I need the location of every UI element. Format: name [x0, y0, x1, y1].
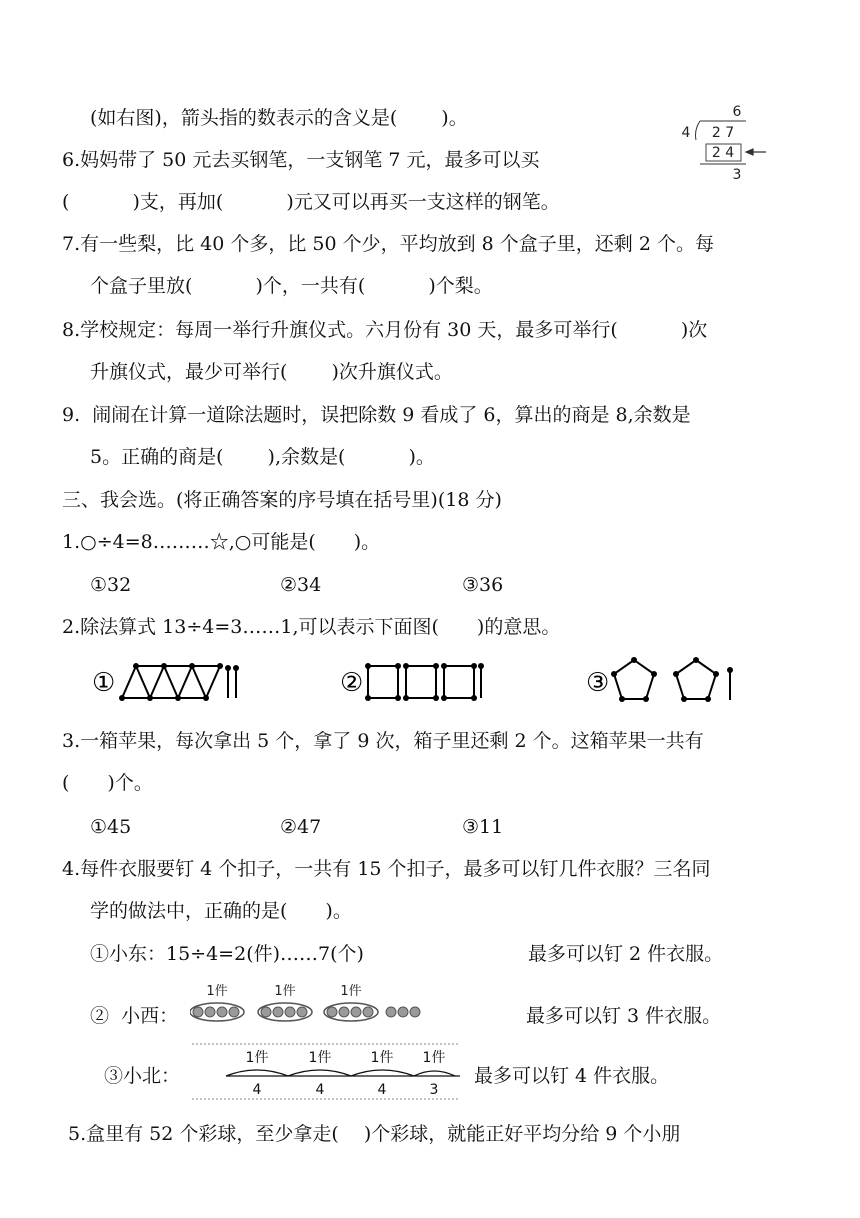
xiaodong-method: ①小东：15÷4=2(件)……7(个)	[90, 943, 364, 965]
option-2-marker: ②	[340, 668, 364, 698]
long-division-figure	[676, 100, 796, 189]
xiaobei-conclusion: 最多可以钉 4 件衣服。	[474, 1065, 670, 1087]
figure-option-2-squares	[340, 656, 490, 709]
choice-q1-option-c: ③36	[462, 574, 504, 596]
xiaoxi-label: ② 小西：	[90, 1005, 179, 1027]
choice-q3-option-a: ①45	[90, 816, 132, 838]
choice-q5-line1: 5.盒里有 52 个彩球，至少拿走( )个彩球，就能正好平均分给 9 个小朋	[68, 1123, 681, 1145]
q6-line1: 6.妈妈带了 50 元去买钢笔，一支钢笔 7 元，最多可以买	[62, 149, 540, 171]
choice-q3-option-b: ②47	[280, 816, 322, 838]
figure-option-1-triangles	[92, 656, 242, 709]
division-quotient: 6	[732, 104, 742, 120]
xiaoxi-button-groups	[190, 982, 435, 1035]
q9-line2: 5。正确的商是( ),余数是( )。	[90, 446, 435, 468]
choice-q3-line2: ( )个。	[62, 772, 153, 794]
q8-line2: 升旗仪式，最少可举行( )次升旗仪式。	[90, 361, 453, 383]
xiaoxi-conclusion: 最多可以钉 3 件衣服。	[526, 1005, 722, 1027]
section-3-heading: 三、我会选。(将正确答案的序号填在括号里)(18 分)	[62, 489, 502, 511]
choice-q2: 2.除法算式 13÷4=3……1,可以表示下面图( )的意思。	[62, 616, 561, 638]
choice-q1-option-a: ①32	[90, 574, 132, 596]
xiaoxi-group-3-label: 1件	[340, 984, 362, 999]
q5-continuation: (如右图)，箭头指的数表示的含义是( )。	[90, 107, 468, 129]
xiaodong-conclusion: 最多可以钉 2 件衣服。	[528, 943, 724, 965]
xiaobei-label: ③小北：	[104, 1065, 181, 1087]
choice-q1: 1.○÷4=8………☆,○可能是( )。	[62, 531, 381, 553]
choice-q1-option-b: ②34	[280, 574, 322, 596]
division-dividend: 2 7	[711, 125, 735, 141]
q8-line1: 8.学校规定：每周一举行升旗仪式。六月份有 30 天，最多可举行( )次	[62, 319, 708, 341]
choice-q4-line2: 学的做法中，正确的是( )。	[90, 900, 352, 922]
q7-line1: 7.有一些梨，比 40 个多，比 50 个少，平均放到 8 个盒子里，还剩 2 个。每	[62, 233, 714, 255]
xiaobei-segment-diagram	[190, 1042, 462, 1107]
division-product: 2 4	[711, 145, 735, 161]
segment-1-bottom-label: 4	[252, 1082, 262, 1098]
segment-3-bottom-label: 4	[377, 1082, 387, 1098]
choice-q3-line1: 3.一箱苹果，每次拿出 5 个，拿了 9 次，箱子里还剩 2 个。这箱苹果一共有	[62, 730, 704, 752]
xiaoxi-group-2-label: 1件	[274, 984, 296, 999]
q6-line2: ( )支，再加( )元又可以再买一支这样的钢笔。	[62, 191, 560, 213]
segment-4-top-label: 1件	[422, 1050, 446, 1066]
segment-3-top-label: 1件	[370, 1050, 394, 1066]
q9-line1: 9. 闹闹在计算一道除法题时，误把除数 9 看成了 6，算出的商是 8,余数是	[62, 404, 691, 426]
figure-option-3-pentagons	[586, 654, 746, 711]
segment-4-bottom-label: 3	[429, 1082, 439, 1098]
segment-2-bottom-label: 4	[315, 1082, 325, 1098]
division-divisor: 4	[681, 125, 691, 141]
division-remainder: 3	[732, 167, 742, 183]
xiaoxi-group-1-label: 1件	[206, 984, 228, 999]
option-1-marker: ①	[92, 668, 116, 698]
option-3-marker: ③	[586, 668, 610, 698]
segment-2-top-label: 1件	[308, 1050, 332, 1066]
segment-1-top-label: 1件	[245, 1050, 269, 1066]
q7-line2: 个盒子里放( )个，一共有( )个梨。	[90, 275, 493, 297]
choice-q3-option-c: ③11	[462, 816, 504, 838]
choice-q4-line1: 4.每件衣服要钉 4 个扣子，一共有 15 个扣子，最多可以钉几件衣服？三名同	[62, 858, 711, 880]
